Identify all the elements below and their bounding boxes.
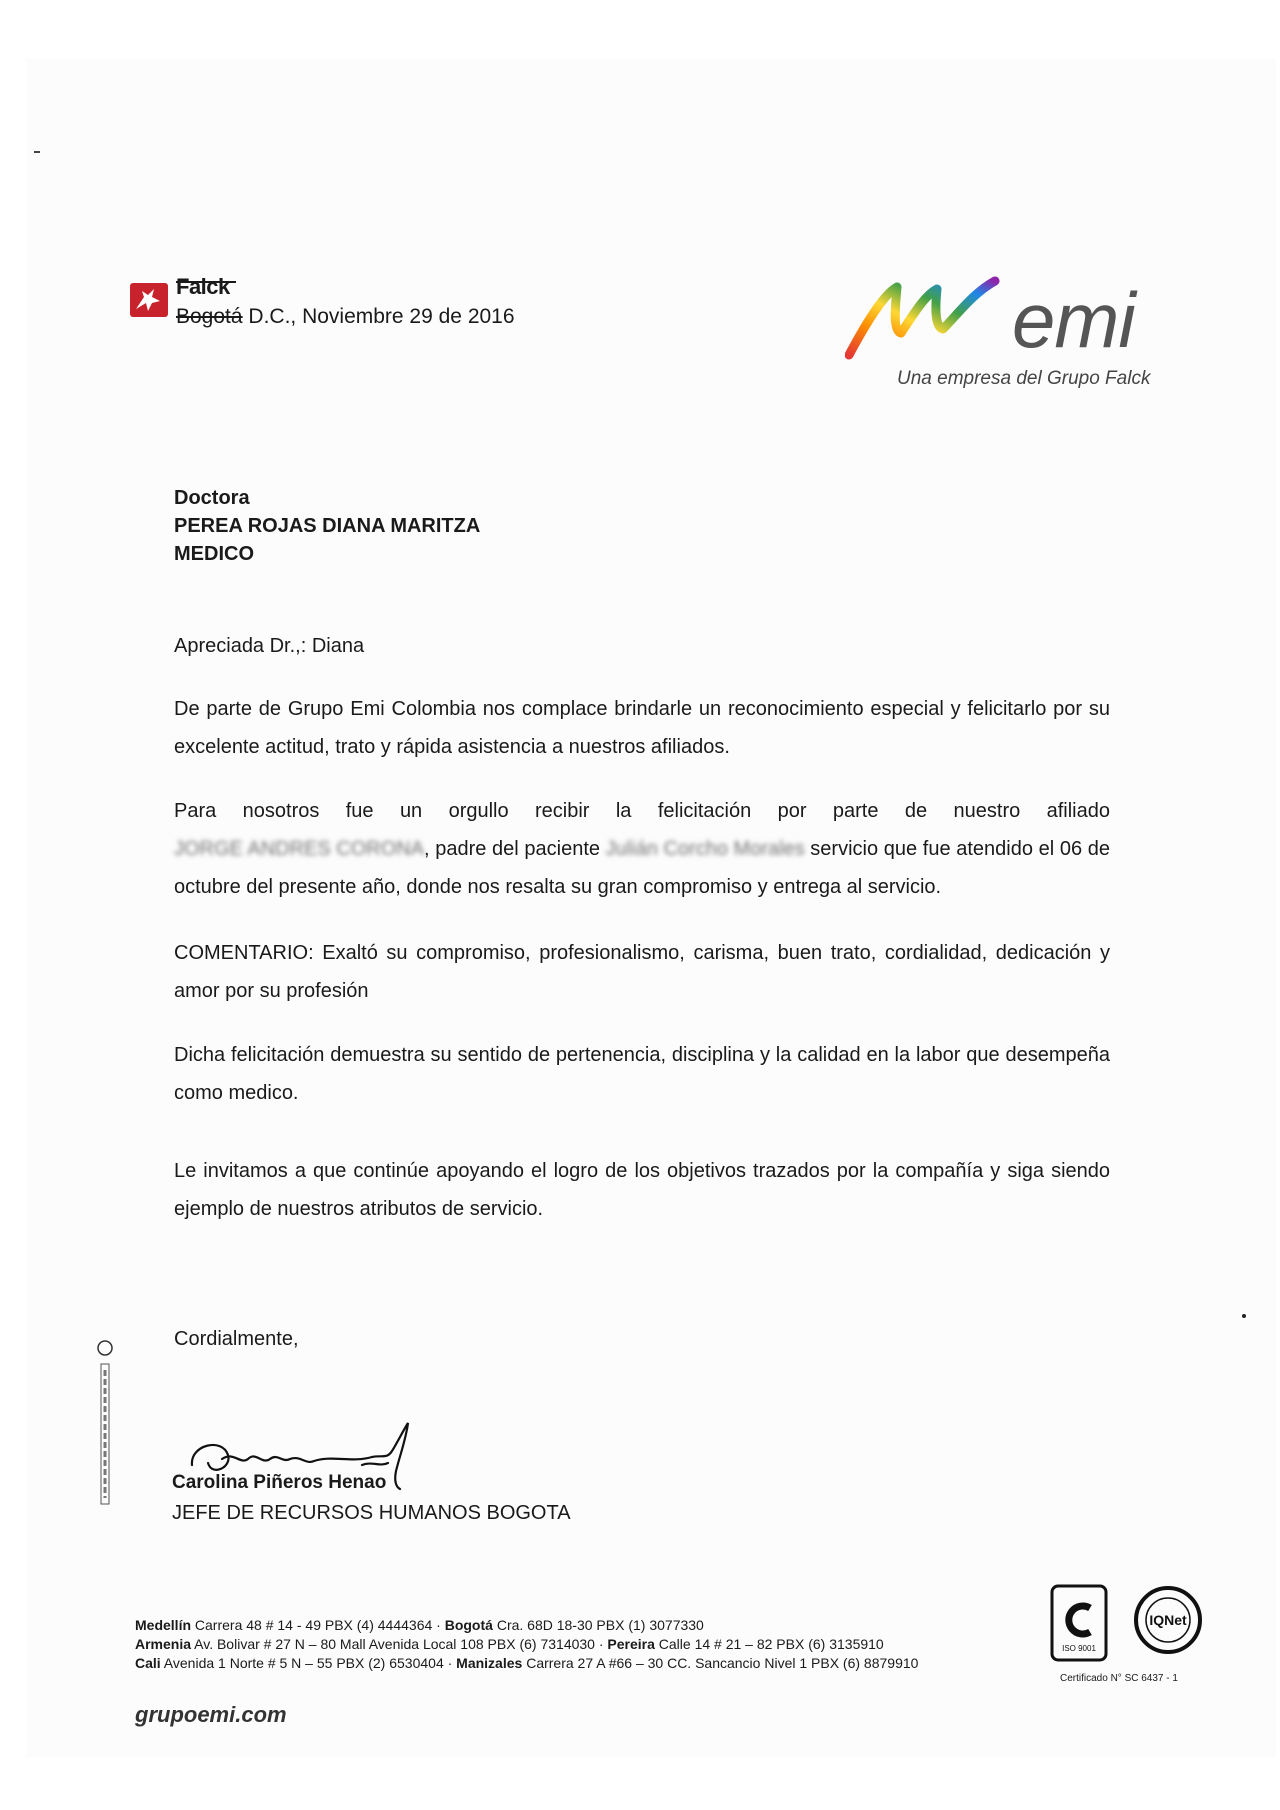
- falck-logo-icon: [130, 283, 168, 317]
- paragraph-1: De parte de Grupo Emi Colombia nos complace brindarle un reconocimiento especial y felicitarlo por su excelente actitud, trato y rápida asistencia a nuestros afiliados.: [174, 698, 1110, 758]
- date-text: D.C., Noviembre 29 de 2016: [242, 305, 515, 328]
- emi-wordmark: emi: [1012, 276, 1135, 364]
- redacted-patient-name: Julián Corcho Morales: [605, 838, 805, 860]
- certification-logos-icon: [1050, 1580, 1210, 1675]
- signer-position: JEFE DE RECURSOS HUMANOS BOGOTA: [172, 1502, 571, 1524]
- recipient-title: Doctora: [174, 487, 250, 509]
- footer-line-1: Medellín Carrera 48 # 14 - 49 PBX (4) 4444364 · Bogotá Cra. 68D 18-30 PBX (1) 3077330: [135, 1617, 704, 1633]
- emi-logo-icon: [845, 275, 1015, 370]
- recipient-role: MEDICO: [174, 543, 254, 565]
- vigilado-seal-icon: [92, 1340, 118, 1510]
- cert-iqnet-label: IQNet: [1149, 1612, 1187, 1628]
- scan-mark: [34, 151, 40, 153]
- salutation: Apreciada Dr.,: Diana: [174, 635, 365, 657]
- footer-line-2: Armenia Av. Bolivar # 27 N – 80 Mall Avenida Local 108 PBX (6) 7314030 · Pereira Calle 14 # 21 – 82 PBX (6) 3135910: [135, 1636, 884, 1652]
- falck-wordmark: Falck: [176, 274, 230, 299]
- paragraph-5: Le invitamos a que continúe apoyando el logro de los objetivos trazados por la compañía y siga siendo ejemplo de nuestros atributos de servicio.: [174, 1160, 1110, 1220]
- paragraph-comment: COMENTARIO: Exaltó su compromiso, profesionalismo, carisma, buen trato, cordialidad, dedicación y amor por su profesión: [174, 942, 1110, 1002]
- letter-date: [176, 305, 515, 329]
- recipient-name: PEREA ROJAS DIANA MARITZA: [174, 515, 481, 537]
- footer-addresses: [135, 1616, 918, 1673]
- paragraph-4: Dicha felicitación demuestra su sentido de pertenencia, disciplina y la calidad en la labor que desempeña como medico.: [174, 1044, 1110, 1104]
- scan-mark: [1242, 1314, 1246, 1318]
- emi-tagline: Una empresa del Grupo Falck: [897, 368, 1151, 389]
- redacted-affiliate-name: JORGE ANDRES CORONA: [174, 838, 425, 860]
- closing: Cordialmente,: [174, 1328, 299, 1350]
- certificate-number: Certificado N° SC 6437 - 1: [1060, 1673, 1178, 1684]
- cert-iso-label: ISO 9001: [1062, 1644, 1096, 1653]
- paragraph-2-part-b: , padre del paciente: [424, 838, 606, 860]
- signer-name: Carolina Piñeros Henao: [172, 1472, 387, 1493]
- date-city: Bogotá: [176, 305, 243, 328]
- footer-line-3: Cali Avenida 1 Norte # 5 N – 55 PBX (2) 6530404 · Manizales Carrera 27 A #66 – 30 CC. Sancancio Nivel 1 PBX (6) 8879910: [135, 1655, 919, 1671]
- paragraph-2: [174, 792, 1110, 906]
- website-link[interactable]: grupoemi.com: [135, 1702, 287, 1727]
- paragraph-2-part-c: servicio que fue atendido el 06 de octubre del presente año, donde nos resalta su gran compromiso y entrega al servicio.: [174, 838, 1110, 898]
- handwritten-signature: [182, 1415, 462, 1510]
- paragraph-2-part-a: Para nosotros fue un orgullo recibir la felicitación por parte de nuestro afiliado: [174, 800, 1110, 822]
